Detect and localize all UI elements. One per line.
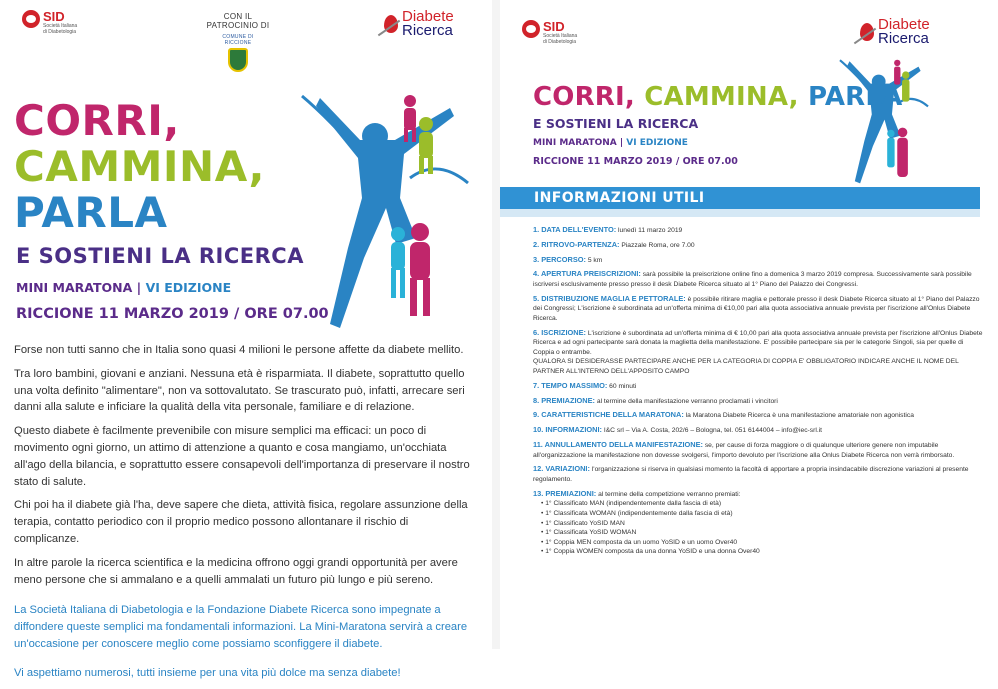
flyer-info-page xyxy=(500,0,998,649)
info-item xyxy=(533,240,983,251)
info-note: QUALORA SI DESIDERASSE PARTECIPARE ANCHE PER LA CATEGORIA DI COPPIA E' OBBLIGATORIO INDICARE ANCHE IL NOME DEL PARTNER ALL'INTERNO DELL'APPOSITO CAMPO xyxy=(533,358,959,376)
patrocinio-label: CON IL PATROCINIO DI xyxy=(206,12,270,30)
title-line-parla: PARLA xyxy=(14,188,168,237)
edition-label: VI EDIZIONE xyxy=(145,280,232,295)
subtitle-sostieni: E SOSTIENI LA RICERCA xyxy=(533,116,699,131)
runner-pink-large xyxy=(410,223,430,316)
info-value: sarà possibile la preiscrizione online fino a domenica 3 marzo 2019 compresa. Successivamente sarà possibile iscriversi esclusivamente presso presso il desk Diabete Ricerca situato al 1° Piano del Palazzo dei Congressi. xyxy=(533,271,972,288)
info-key: 4. APERTURA PREISCRIZIONI: xyxy=(533,269,641,279)
patrocinio-block xyxy=(200,12,276,72)
mini-maratona-line xyxy=(533,138,688,148)
sid-logo-name: SID xyxy=(543,19,565,34)
paragraph-highlight: La Società Italiana di Diabetologia e la Fondazione Diabete Ricerca sono impegnate a diffondere queste semplici ma fondamentali informazioni. La Mini-Maratona servirà a creare un'occasione per conoscere meglio come possiamo sconfiggere il diabete. xyxy=(14,604,468,650)
prize-item: • 1° Classificata WOMAN (indipendentemente dalla fascia di età) xyxy=(541,509,733,517)
sid-logo xyxy=(522,20,579,45)
info-item xyxy=(533,255,983,266)
info-value: L'iscrizione è subordinata ad un'offerta minima di € 10,00 pari alla quota associativa annuale prevista per l'iscrizione all'Onlus Diabete Ricerca e ad ogni partecipante sarà donata la maglietta della manifestazione. E' possibile partecipare sia per le categorie Singoli, sia per quelle di Coppia o entrambe. xyxy=(533,329,983,356)
info-key: 9. CARATTERISTICHE DELLA MARATONA: xyxy=(533,410,684,420)
info-key: 10. INFORMAZIONI: xyxy=(533,425,602,435)
info-item xyxy=(533,225,983,236)
info-value: 60 minuti xyxy=(607,382,637,390)
info-value: la Maratona Diabete Ricerca è una manifestazione amatoriale non agonistica xyxy=(683,412,914,420)
info-item xyxy=(533,410,983,421)
info-item xyxy=(533,269,983,289)
diabete-ricerca-logo xyxy=(860,18,930,46)
info-item xyxy=(533,489,983,500)
title-corri-cammina-parla xyxy=(533,82,902,112)
edition-label: VI EDIZIONE xyxy=(626,138,688,148)
info-key: 1. DATA DELL'EVENTO: xyxy=(533,225,617,234)
paragraph: Tra loro bambini, giovani e anziani. Nessuna età è risparmiata. Il diabete, soprattutto quello una volta definito "alimentare", non va sottovalutato. Se trascurato può, infatti, arrecare seri danni alla salute e inficiare la qualità della vita personale, familiare e di relazione. xyxy=(14,367,465,414)
info-item xyxy=(533,396,983,407)
main-title xyxy=(533,82,902,112)
info-item xyxy=(533,440,983,460)
diabete-ricerca-logo xyxy=(384,10,454,38)
info-key: 13. PREMIAZIONI: xyxy=(533,488,597,498)
info-key: 11. ANNULLAMENTO DELLA MANIFESTAZIONE: xyxy=(533,439,703,449)
info-key: 12. VARIAZIONI: xyxy=(533,464,590,474)
info-item xyxy=(533,425,983,436)
title-line-cammina: CAMMINA, xyxy=(14,142,265,191)
runners-illustration xyxy=(836,56,932,186)
runners-illustration xyxy=(300,88,470,333)
paragraph: Forse non tutti sanno che in Italia sono quasi 4 milioni le persone affette da diabete mellito. xyxy=(14,344,464,356)
dr-logo-line2: Ricerca xyxy=(878,30,929,47)
runner-pink-small xyxy=(894,60,900,85)
info-value: Piazzale Roma, ore 7.00 xyxy=(619,241,695,249)
prize-item: • 1° Classificato MAN (indipendentemente dalla fascia di età) xyxy=(541,500,722,508)
info-list xyxy=(533,225,983,557)
title-word: CORRI, xyxy=(533,82,635,112)
event-date-location: RICCIONE 11 MARZO 2019 / ORE 07.00 xyxy=(533,156,738,167)
info-key: 7. TEMPO MASSIMO: xyxy=(533,380,608,390)
dr-logo-line1: Diabete xyxy=(878,16,930,33)
info-value: è possibile ritirare maglia e pettorale presso il desk Diabete Ricerca situato al 1° Piano del Palazzo dei Congressi; L'iscrizione è subordinata ad un'offerta minima di €10,00 pari alla quota associativa annuale prevista per l'iscrizione all'Onlus Diabete Ricerca. xyxy=(533,295,980,322)
info-banner-shadow xyxy=(500,209,980,217)
lead-runner xyxy=(840,60,928,183)
runner-cyan xyxy=(391,227,405,298)
info-item xyxy=(533,328,983,377)
sid-logo-name: SID xyxy=(43,9,65,24)
subtitle-sostieni: E SOSTIENI LA RICERCA xyxy=(16,244,304,268)
sid-logo-icon xyxy=(522,20,540,38)
info-value: l'organizzazione si riserva in qualsiasi momento la facoltà di apportare a propria insindacabile discrezione variazioni al presente regolamento. xyxy=(533,466,969,483)
sid-logo-subtitle: Società Italiana di Diabetologia xyxy=(543,33,578,45)
info-key: 3. PERCORSO: xyxy=(533,254,586,264)
info-item xyxy=(533,464,983,484)
info-banner xyxy=(500,187,980,217)
event-date-location: RICCIONE 11 MARZO 2019 / ORE 07.00 xyxy=(16,306,329,322)
info-key: 8. PREMIAZIONE: xyxy=(533,395,596,405)
info-value: I&C srl – Via A. Costa, 202/6 – Bologna, tel. 051 6144004 – info@iec-srl.it xyxy=(601,427,823,435)
mini-maratona-label: MINI MARATONA | xyxy=(533,138,627,148)
title-line-corri: CORRI, xyxy=(14,96,180,145)
flyer-front-page xyxy=(0,0,492,679)
prize-item: • 1° Coppia WOMEN composta da una donna YoSID e una donna Over40 xyxy=(541,548,760,556)
info-value: lunedì 11 marzo 2019 xyxy=(616,227,683,234)
title-word: PARLA xyxy=(798,82,903,112)
mini-maratona-label: MINI MARATONA | xyxy=(16,280,146,295)
title-word: CAMMINA, xyxy=(634,82,799,112)
prize-item: • 1° Classificato YoSID MAN xyxy=(541,519,625,527)
runner-green xyxy=(419,117,433,174)
info-banner-title: INFORMAZIONI UTILI xyxy=(500,187,980,209)
runner-cyan xyxy=(887,130,894,168)
closing-line: Vi aspettiamo numerosi, tutti insieme per una vita più dolce ma senza diabete! xyxy=(14,666,401,679)
paragraph: Chi poi ha il diabete già l'ha, deve sapere che dieta, attività fisica, regolare assunzione della terapia, contatto periodico con il proprio medico possono allontanare il rischio di complicanze. xyxy=(14,499,468,545)
mini-maratona-line xyxy=(16,280,231,295)
paragraph: Questo diabete è facilmente prevenibile con misure semplici ma efficaci: un poco di movimento ogni giorno, un attimo di attenzione a quanto e cosa mangiamo, un'occhiata all'ago della bilancia, e soprattutto essere consapevoli dell'importanza di preservare il nostro stato di salute. xyxy=(14,425,470,488)
sid-logo-icon xyxy=(22,10,40,28)
main-title xyxy=(14,98,265,236)
paragraph: In altre parole la ricerca scientifica e la medicina offrono oggi grandi opportunità per avere meno persone che si ammalano e a quelli ammalati un futuro più lungo e più sereno. xyxy=(14,556,458,586)
prize-item: • 1° Classificata YoSID WOMAN xyxy=(541,529,637,537)
dr-logo-line2: Ricerca xyxy=(402,22,453,39)
info-item xyxy=(533,294,983,324)
dr-logo-line1: Diabete xyxy=(402,8,454,25)
info-key: 6. ISCRIZIONE: xyxy=(533,327,586,337)
sid-logo xyxy=(22,10,79,35)
sid-logo-subtitle: Società Italiana di Diabetologia xyxy=(43,23,78,35)
info-value: al termine della competizione verranno premiati: xyxy=(596,490,741,498)
lead-runner xyxy=(316,98,454,328)
info-item xyxy=(533,381,983,392)
info-value: se, per cause di forza maggiore o di qualunque ulteriore genere non imputabile all'organizzazione la manifestazione non dovesse svolgersi, l'importo devoluto per l'iscrizione alla Onlus Diabete Ricerca non verrà rimborsato. xyxy=(533,441,955,459)
runner-pink-large xyxy=(897,128,908,177)
info-value: 5 km xyxy=(585,256,603,264)
runner-green xyxy=(902,71,909,101)
info-value: al termine della manifestazione verranno proclamati i vincitori xyxy=(595,397,778,405)
comune-name: COMUNE DI RICCIONE xyxy=(222,34,254,46)
comune-crest-icon xyxy=(228,48,248,72)
flyer-body-text xyxy=(14,342,474,689)
info-key: 5. DISTRIBUZIONE MAGLIA E PETTORALE: xyxy=(533,293,686,303)
page-gutter xyxy=(492,0,500,649)
prize-item: • 1° Coppia MEN composta da un uomo YoSID e un uomo Over40 xyxy=(541,538,738,546)
info-key: 2. RITROVO-PARTENZA: xyxy=(533,239,620,249)
